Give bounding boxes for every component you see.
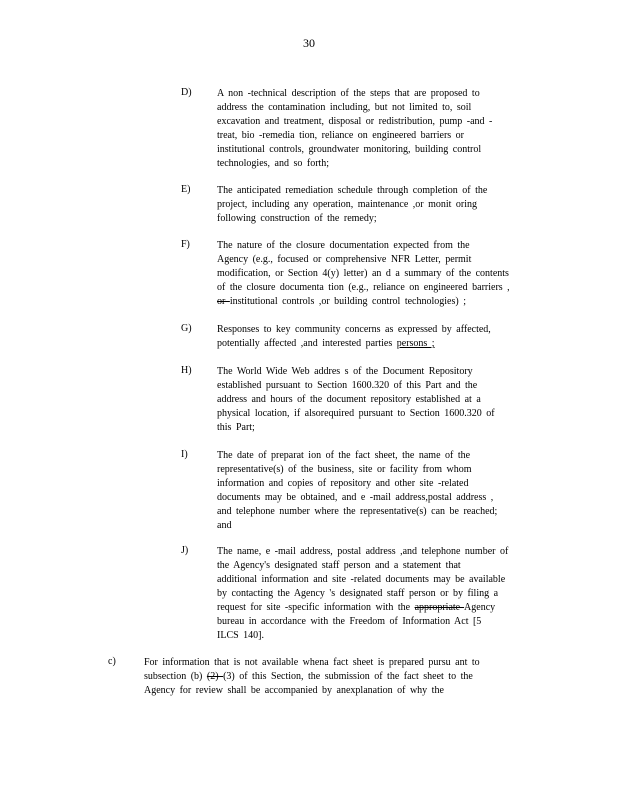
text-line: the Agency's designated staff person and a statement that: [217, 560, 461, 571]
text-line: modification, or Section 4(y) letter) an d a summary of the contents: [217, 268, 509, 279]
item-text: [217, 545, 539, 643]
text-line: and: [217, 520, 232, 531]
paragraph-letter: c): [108, 656, 116, 667]
text-line: representative(s) of the business, site or facility from whom: [217, 464, 472, 475]
text-line: address the contamination including, but not limited to, soil: [217, 102, 472, 113]
item-text: [217, 323, 539, 351]
underlined-text: persons ;: [396, 338, 435, 349]
text-line: ILCS 140].: [217, 630, 264, 641]
text-span: institutional controls ,or building control technologies) ;: [229, 296, 466, 307]
item-text: [217, 365, 539, 435]
item-letter: F): [181, 239, 190, 250]
text-line: For information that is not available whena fact sheet is prepared pursu ant to: [144, 657, 480, 668]
text-line: institutional controls, groundwater monitoring, building control: [217, 144, 482, 155]
text-line: technologies, and so forth;: [217, 158, 330, 169]
text-line: following construction of the remedy;: [217, 213, 377, 224]
text-line: The date of preparat ion of the fact sheet, the name of the: [217, 450, 471, 461]
item-text: [217, 449, 539, 533]
text-line: additional information and site -related documents may be available: [217, 574, 506, 585]
text-line: [217, 295, 539, 309]
text-line: by contacting the Agency 's designated staff person or by filing a: [217, 588, 499, 599]
struck-text: (2): [206, 671, 224, 682]
text-line: project, including any operation, maintenance ,or monit oring: [217, 199, 478, 210]
text-span: Agency: [464, 602, 496, 613]
paragraph-text: [144, 656, 528, 698]
text-line: address and hours of the document repository established at a: [217, 394, 481, 405]
item-text: [217, 239, 539, 309]
text-span: potentially affected ,and interested parties: [217, 338, 397, 349]
text-line: bureau in accordance with the Freedom of Information Act [5: [217, 616, 482, 627]
text-line: [217, 601, 539, 615]
item-letter: H): [181, 365, 192, 376]
item-letter: G): [181, 323, 192, 334]
text-line: documents may be obtained, and e -mail address,postal address ,: [217, 492, 494, 503]
item-letter: I): [181, 449, 188, 460]
text-span: subsection (b): [144, 671, 207, 682]
page-number: 30: [303, 36, 315, 50]
text-line: physical location, if alsorequired pursuant to Section 1600.320 of: [217, 408, 495, 419]
item-letter: E): [181, 184, 191, 195]
text-line: Agency (e.g., focused or comprehensive NFR Letter, permit: [217, 254, 472, 265]
text-line: The nature of the closure documentation expected from the: [217, 240, 470, 251]
text-line: The World Wide Web addres s of the Document Repository: [217, 366, 473, 377]
text-line: this Part;: [217, 422, 255, 433]
text-span: (3) of this Section, the submission of the fact sheet to the: [223, 671, 473, 682]
text-line: Agency for review shall be accompanied by anexplanation of why the: [144, 685, 444, 696]
text-line: established pursuant to Section 1600.320 of this Part and the: [217, 380, 478, 391]
text-line: [217, 337, 539, 351]
text-span: request for site -specific information with the: [217, 602, 415, 613]
text-line: excavation and treatment, disposal or redistribution, pump -and -: [217, 116, 493, 127]
struck-text: appropriate: [414, 602, 465, 613]
text-line: [144, 670, 528, 684]
text-line: A non -technical description of the steps that are proposed to: [217, 88, 480, 99]
text-line: and telephone number where the representative(s) can be reached;: [217, 506, 498, 517]
text-line: The anticipated remediation schedule through completion of the: [217, 185, 488, 196]
item-letter: D): [181, 87, 192, 98]
text-line: information and copies of repository and other site -related: [217, 478, 469, 489]
text-line: The name, e -mail address, postal address ,and telephone number of: [217, 546, 509, 557]
item-letter: J): [181, 545, 189, 556]
item-text: [217, 87, 539, 171]
text-line: of the closure documenta tion (e.g., reliance on engineered barriers ,: [217, 282, 510, 293]
text-line: treat, bio -remedia tion, reliance on engineered barriers or: [217, 130, 465, 141]
text-line: Responses to key community concerns as expressed by affected,: [217, 324, 491, 335]
struck-text: or: [217, 296, 230, 307]
item-text: [217, 184, 539, 226]
